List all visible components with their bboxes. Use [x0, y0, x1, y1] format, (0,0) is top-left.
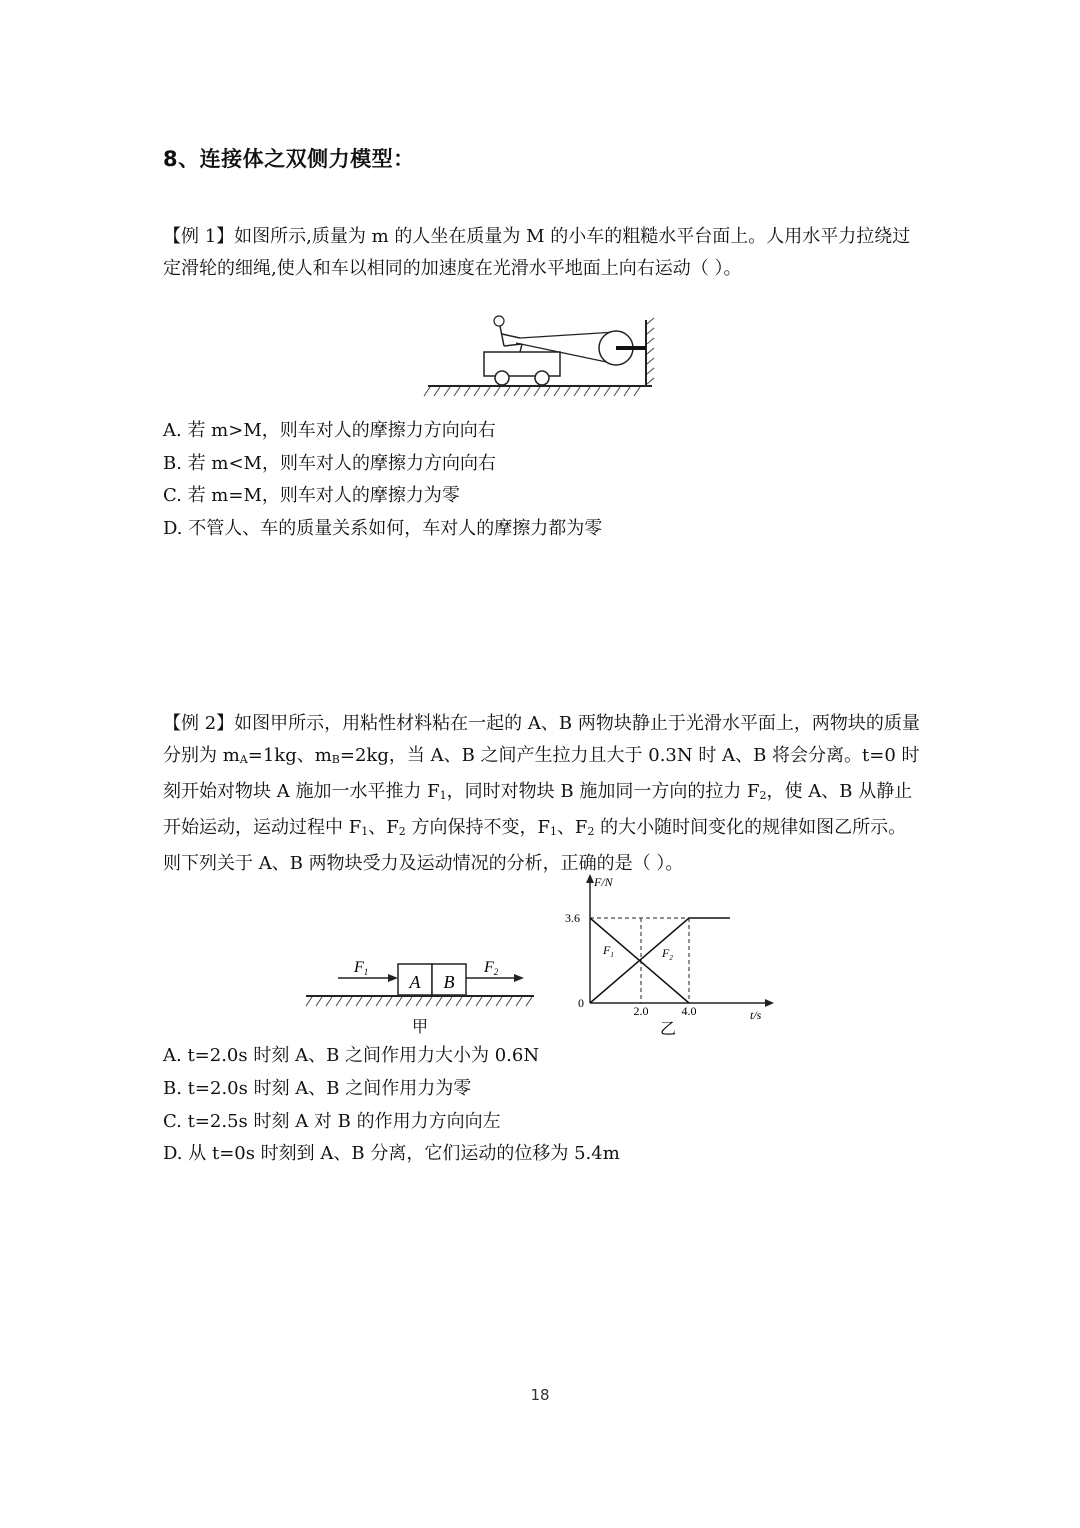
- y-tick-3.6: 3.6: [565, 911, 580, 925]
- series-f2-line: [590, 918, 730, 1003]
- x-axis-label: t/s: [750, 1008, 762, 1022]
- y-axis-label: F/N: [594, 875, 613, 889]
- example1-option-c: C. 若 m=M，则车对人的摩擦力为零: [163, 485, 460, 506]
- example1-option-b: B. 若 m<M，则车对人的摩擦力方向向右: [163, 453, 496, 474]
- example1-option-a: A. 若 m>M，则车对人的摩擦力方向向右: [163, 420, 496, 441]
- example2-option-c: C. t=2.5s 时刻 A 对 B 的作用力方向向左: [163, 1111, 501, 1132]
- figure-caption-jia: 甲: [411, 1019, 429, 1036]
- x-tick-2.0: 2.0: [633, 1004, 649, 1018]
- f1-label: F1: [354, 959, 369, 977]
- example2-option-d: D. 从 t=0s 时刻到 A、B 分离，它们运动的位移为 5.4m: [163, 1143, 620, 1164]
- cart-pulley-figure: [420, 312, 660, 398]
- x-tick-4.0: 4.0: [681, 1004, 697, 1018]
- page-number: 18: [530, 1386, 550, 1404]
- origin-label: 0: [578, 996, 584, 1010]
- series-f2-label: $F_2$: [662, 946, 673, 962]
- example2-text: 【例 2】如图甲所示，用粘性材料粘在一起的 A、B 两物块静止于光滑水平面上，两物块的质量分别为 $m_A=1kg$、$m_B=2kg$，当 A、B 之间产生拉力且大于 0.3N 时 A、B 将会分离。t=0 时刻开始对物块 A 施加一水平推力 $F_1$，同时对物块 B 施加同一方向的拉力 $F_2$，使 A、B 从静止开始运动，运动过程中 $F_1$、$F_2$ 方向保持不变，$F_1$、$F_2$ 的大小随时间变化的规律如图乙所示。则下列关于 A、B 两物块受力及运动情况的分析，正确的是（ ）。: [163, 713, 920, 874]
- blocks-figure: [300, 950, 540, 1042]
- force-time-graph: [560, 870, 780, 1040]
- block-b-label: B: [443, 972, 455, 992]
- example1-text: 【例 1】如图所示,质量为 m 的人坐在质量为 M 的小车的粗糙水平台面上。人用水平力拉绕过定滑轮的细绳,使人和车以相同的加速度在光滑水平地面上向右运动（ ）。: [163, 226, 911, 279]
- block-a-label: A: [409, 972, 421, 992]
- section-heading: 8、连接体之双侧力模型：: [163, 147, 415, 171]
- example2-option-a: A. t=2.0s 时刻 A、B 之间作用力大小为 0.6N: [163, 1045, 540, 1066]
- series-f1-label: $F_1$: [603, 943, 614, 959]
- figure-caption-yi: 乙: [659, 1021, 677, 1038]
- example1-option-d: D. 不管人、车的质量关系如何，车对人的摩擦力都为零: [163, 518, 603, 539]
- example2-option-b: B. t=2.0s 时刻 A、B 之间作用力为零: [163, 1078, 472, 1099]
- f2-label: F2: [484, 959, 499, 977]
